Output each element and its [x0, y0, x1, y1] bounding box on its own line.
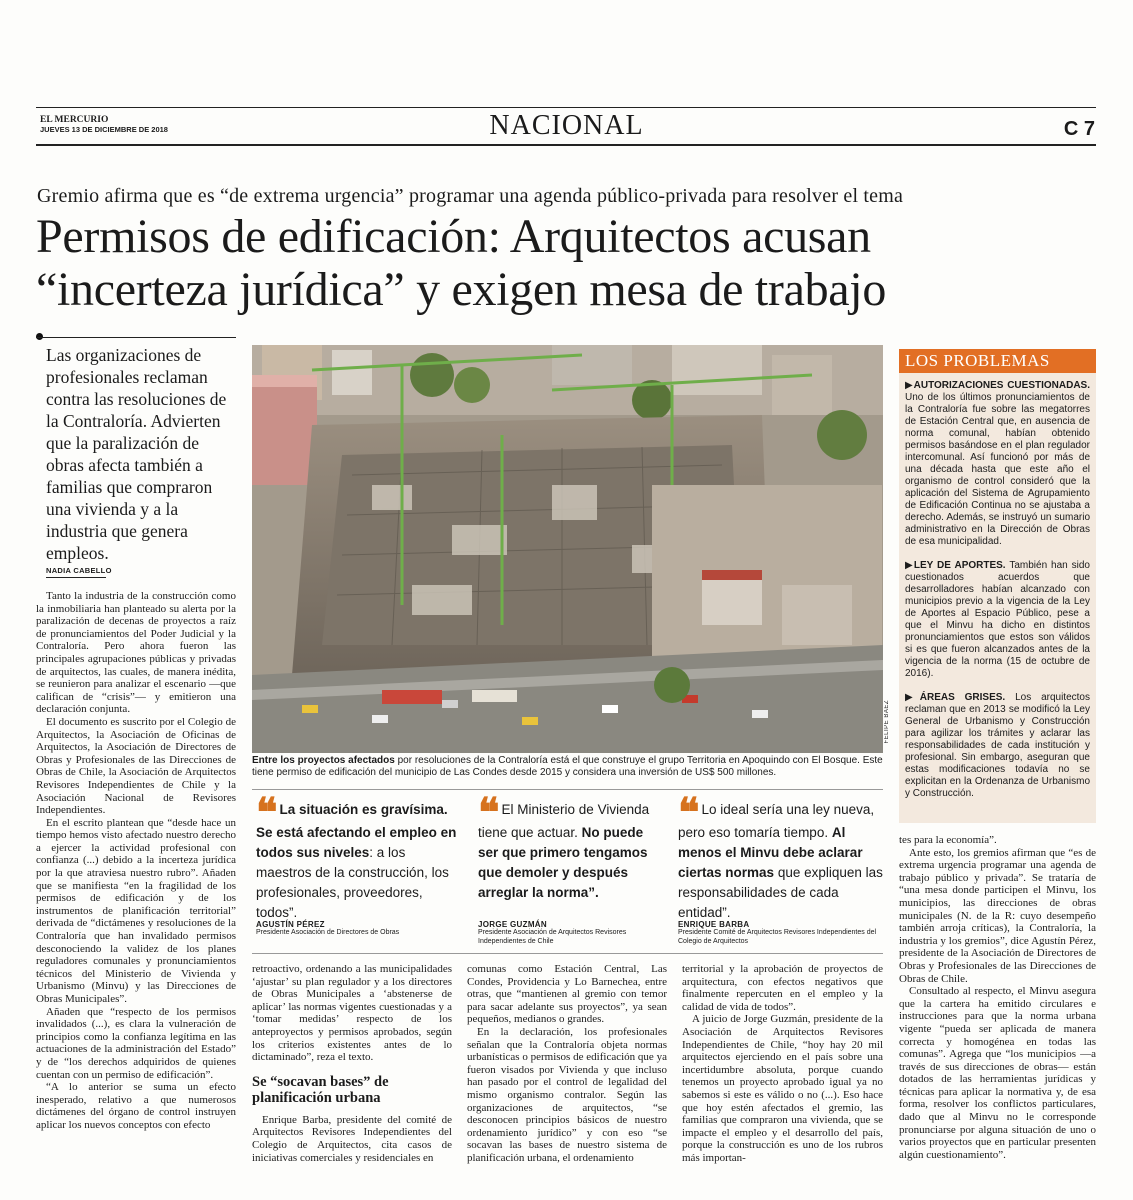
body-paragraph: tes para la economía”. — [899, 834, 997, 846]
body-paragraph: comunas como Estación Central, Las Condes, Providencia y Lo Barnechea, entre otras, que “mantienen al gremio con temor para sacar adelante sus proyectos”, ya sean pequeños, medianos o grandes. — [467, 963, 667, 1026]
sidebar-item-lead: AUTORIZACIONES CUESTIONADAS. — [913, 380, 1090, 391]
quote-1-role: Presidente Asociación de Directores de Obras — [256, 929, 400, 936]
arrow-icon: ▶ — [905, 380, 914, 391]
body-paragraph: En el escrito plantean que “desde hace un tiempo hemos visto afectado nuestro derecho a ejercer la actividad profesional con confianza (...) debido a la incerteza jurídica por la que atraviesa nuestro rubro”. Añaden que se manifiesta “en la fragilidad de los permisos de edificación y de los instrumentos de planificación territorial” derivada de “dictámenes y resoluciones de la Contraloría que han invalidado permisos desconociendo la validez de los planes reguladores comunales y pronunciamientos técnicos del Ministerio de Vivienda y Urbanismo (Minvu) y las Direcciones de Obras Municipales”. — [36, 816, 236, 1005]
byline-rule — [46, 577, 106, 578]
quote-3-bold: Al menos el Minvu debe aclarar ciertas normas — [678, 825, 863, 880]
body-paragraph: Ante esto, los gremios afirman que “es de extrema urgencia programar una agenda de trabajo público y privada”. Se trataría de “una mesa donde participen el Minvu, los municipios, las direcciones de obras municipales (N. de la R: cuyo desempeño también arroja críticas), la Contraloría, la industria y los gremios”, dice Agustín Pérez, presidente de la Asociación de Directores de Obras y Profesionales de las Direcciones de Obras de Chile. — [899, 846, 1096, 985]
sidebar-item-text: Los arquitectos reclaman que en 2013 se modificó la Ley General de Urbanismo y Construcción para agilizar los trámites y aclarar las responsabilidades de cada institución y profesional. Sin embargo, aseguran que estas modificaciones todavía no se explicitan en la Ordenanza de Urbanismo y Construcción. — [905, 692, 1090, 799]
top-rule — [36, 107, 1096, 108]
quotes-top-rule — [252, 789, 883, 790]
quote-2-text: El Ministerio de Vivienda tiene que actuar. — [478, 802, 650, 840]
masthead-date: JUEVES 13 DE DICIEMBRE DE 2018 — [40, 125, 168, 134]
lead-paragraph: Las organizaciones de profesionales reclaman contra las resoluciones de la Contraloría. Advierten que la paralización de obras afecta también a familias que compraron una vivienda y a la industria que genera empleos. — [46, 345, 227, 563]
page-number: C 7 — [1063, 118, 1095, 140]
sidebar-item — [905, 560, 1090, 680]
lead-rule — [36, 337, 236, 338]
body-column-1 — [36, 590, 236, 1132]
body-paragraph: Enrique Barba, presidente del comité de Arquitectos Revisores Independientes del Colegio de Arquitectos, cita casos de iniciativas comerciales y residenciales en — [252, 1113, 452, 1164]
quote-mark-icon: ❝ — [256, 789, 278, 836]
masthead-rule — [36, 144, 1096, 146]
photo-caption — [252, 755, 883, 779]
headline-line-1: Permisos de edificación: Arquitectos acusan — [36, 210, 871, 263]
caption-text: por resoluciones de la Contraloría está el que construye el grupo Territoria en Apoquindo con El Bosque. Este tiene permiso de edificación del municipio de Las Condes desde 2015 y considera una inversión de US$ 500 millones. — [252, 755, 883, 778]
body-paragraph: A juicio de Jorge Guzmán, presidente de la Asociación de Arquitectos Revisores Independientes de Chile, “hoy hay 20 mil arquitectos ejerciendo en el país sobre una incertidumbre absoluta, porque cuando tenemos un proyecto aprobado igual ya no sabemos si este es válido o no (...). Eso hace que hoy estén afectados el gremio, las familias que compraron una vivienda, que se impacte el empleo y el desarrollo del país, porque la construcción es uno de los rubros más importan- — [682, 1013, 883, 1164]
body-column-3 — [467, 963, 667, 1165]
sidebar-item-lead: LEY DE APORTES. — [913, 560, 1006, 571]
quote-2 — [478, 789, 666, 903]
quote-1-text: : a los maestros de la construcción, los profesionales, proveedores, todos”. — [256, 845, 449, 920]
caption-lead: Entre los proyectos afectados — [252, 755, 395, 766]
quote-1-name: AGUSTÍN PÉREZ — [256, 920, 325, 929]
quote-2-attribution — [478, 920, 666, 946]
sidebar-title: LOS PROBLEMAS — [899, 349, 1096, 373]
body-paragraph: Consultado al respecto, el Minvu asegura que la cartera ha emitido circulares e instrucciones para que la norma urbana vigente “pueda ser aplicada de manera correcta y homogénea en todas las comunas”. Agrega que “los municipios —a través de sus direcciones de obras— están dotados de las herramientas jurídicas y técnicas para aplicar la normativa y, de esa forma, resolver los conflictos particulares, dado que al Minvu no le corresponde pronunciarse por alguna situación de uno o varios proyectos que en particular presenten algún cuestionamiento”. — [899, 985, 1096, 1161]
body-paragraph: Tanto la industria de la construcción como la inmobiliaria han planteado su alerta por la paralización de decenas de proyectos a raíz de pronunciamientos del Poder Judicial y la Contraloría. Pero ahora fueron las principales agrupaciones públicas y privadas de arquitectos, las cuales, de manera inédita, se reunieron para analizar el escenario —que califican de “crisis”— y emitieron una declaración conjunta. — [36, 590, 236, 716]
quotes-bottom-rule — [252, 953, 883, 954]
body-paragraph: El documento es suscrito por el Colegio de Arquitectos, la Asociación de Oficinas de Arquitectos, la Asociación de Directores de Obras y Profesionales de las Direcciones de Obras de Chile, la Asociación de Arquitectos Revisores Independientes de Chile y la Asociación Nacional de Revisores Independientes. — [36, 715, 236, 817]
quote-3-name: ENRIQUE BARBA — [678, 920, 750, 929]
sidebar-item-text: También han sido cuestionados acuerdos que desarrolladores habían alcanzado con municipios previo a la vigencia de la Ley de Aportes al Espacio Público, pese a que el Minvu ha dicho en distintos pronunciamientos que estos son válidos si es que fueron alcanzados antes de la vigencia de la norma (15 de octubre de 2016). — [905, 560, 1090, 679]
sidebar-item-lead: ÁREAS GRISES. — [919, 692, 1006, 703]
headline-line-2: “incerteza jurídica” y exigen mesa de trabajo — [36, 263, 887, 316]
quote-2-bold: No puede ser que primero tengamos que demoler y después arreglar la norma”. — [478, 825, 648, 900]
body-paragraph: “A lo anterior se suma un efecto inesperado, relativo a que numerosos dictámenes del órgano de control instruyen aplicar los nuevos conceptos con efecto — [36, 1081, 236, 1131]
subheading: Se “socavan bases” de planificación urbana — [252, 1073, 389, 1106]
arrow-icon: ▶ — [905, 692, 920, 703]
section-title: NACIONAL — [489, 110, 644, 141]
quote-3-role: Presidente Comité de Arquitectos Revisores Independientes del Colegio de Arquitectos — [678, 929, 877, 945]
sidebar-item-text: Uno de los últimos pronunciamientos de la Contraloría fue sobre las megatorres de Estación Central que, en ausencia de norma comunal, habían obtenido permisos basándose en el plan regulador intercomunal. Así funcionó por más de una década hasta que este año el organismo de control consideró que la aplicación del Sistema de Agrupamiento de Edificación Continua no se ajustaba a derecho. Además, se instruyó un sumario administrativo en la Dirección de Obras de esa municipalidad. — [905, 392, 1090, 547]
quote-1-attribution — [256, 920, 461, 938]
headline — [36, 210, 1116, 316]
body-column-5 — [899, 834, 1096, 1161]
quote-3-text: Lo ideal sería una ley nueva, pero eso tomaría tiempo. — [678, 802, 875, 840]
quote-3 — [678, 789, 883, 923]
body-paragraph: territorial y la aprobación de proyectos de arquitectura, con efectos negativos que finalmente repercuten en el empleo y la calidad de vida de todos”. — [682, 963, 883, 1013]
kicker: Gremio afirma que es “de extrema urgencia” programar una agenda público-privada para resolver el tema — [37, 185, 904, 207]
sidebar-items — [905, 380, 1090, 800]
quote-1-bold: La situación es gravísima. Se está afectando el empleo en todos sus niveles — [256, 802, 457, 860]
body-column-4 — [682, 963, 883, 1165]
body-paragraph: En la declaración, los profesionales señalan que la Contraloría objeta normas urbanísticas o permisos de edificación que ya fueron visados por Vivienda y que incluso han pasado por el control de legalidad del mismo organismo contralor. Según las organizaciones de arquitectos, “se desconocen principios básicos de nuestro ordenamiento jurídico” y con eso “se socavan las bases de nuestro sistema de planificación urbana, el ordenamiento — [467, 1025, 667, 1164]
quote-3-text-end: que expliquen las responsabilidades de cada entidad”. — [678, 865, 883, 920]
body-paragraph: retroactivo, ordenando a las municipalidades ‘ajustar’ su plan regulador y a los directores de Obras Municipales a ‘abstenerse de aplicar’ las normas vigentes cuestionadas y a ‘tomar medidas’ respecto de los anteproyectos y permisos aprobados, según los criterios existentes antes de lo dictaminado”, reza el texto. — [252, 963, 452, 1064]
sidebar-item — [905, 380, 1090, 548]
quote-mark-icon: ❝ — [678, 789, 700, 836]
byline: NADIA CABELLO — [46, 566, 112, 575]
body-paragraph: Añaden que “respecto de los permisos invalidados (...), es clara la vulneración de principios como la confianza legítima en las actuaciones de la administración del Estado” y de “los derechos adquiridos de quienes cuentan con un permiso de edificación”. — [36, 1005, 236, 1081]
construction-site-photo — [252, 345, 883, 753]
quote-3-attribution — [678, 920, 883, 946]
arrow-icon: ▶ — [905, 560, 914, 571]
quote-1 — [256, 789, 461, 923]
sidebar-item — [905, 692, 1090, 800]
aerial-photo-illustration — [252, 345, 883, 753]
photo-credit: FELIPE BAEZ — [884, 700, 890, 744]
masthead-paper: EL MERCURIO — [40, 115, 109, 125]
body-column-2 — [252, 963, 452, 1164]
quote-2-role: Presidente Asociación de Arquitectos Revisores Independientes de Chile — [478, 929, 627, 945]
quote-mark-icon: ❝ — [478, 789, 500, 836]
quote-2-name: JORGE GUZMÁN — [478, 920, 547, 929]
